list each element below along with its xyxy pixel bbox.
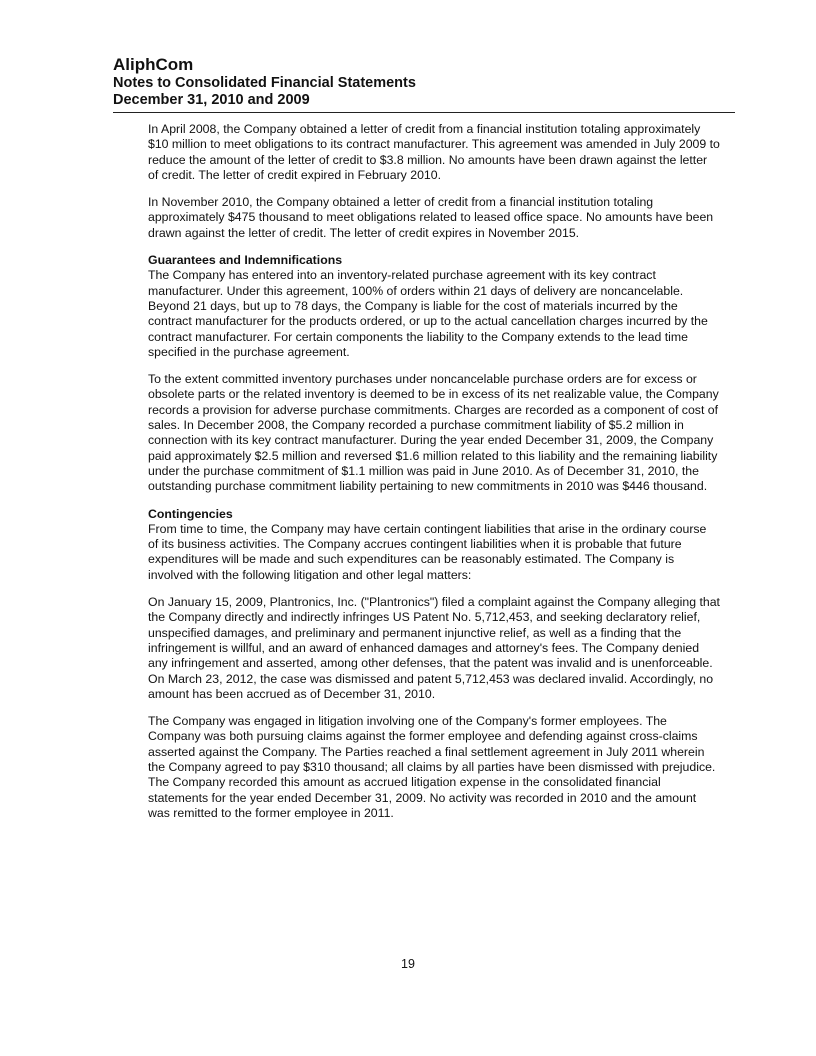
page-number: 19	[401, 957, 415, 971]
paragraph-contingent-liabilities: From time to time, the Company may have certain contingent liabilities that arise in the ordinary course of its business activities. The Company accrues contingent liabilities when it is probable that future expenditures will be made and such expenditures can be reasonably estimated. The Company is involved with the following litigation and other legal matters:	[148, 521, 707, 582]
document-body	[148, 122, 720, 833]
paragraph-purchase-commitments: To the extent committed inventory purchases under noncancelable purchase orders are for excess or obsolete parts or the related inventory is deemed to be in excess of its net realizable value, the Company records a provision for adverse purchase commitments. Charges are recorded as a component of cost of sales. In December 2008, the Company recorded a purchase commitment liability of $5.2 million in connection with its key contract manufacturer. During the year ended December 31, 2009, the Company paid approximately $2.5 million and reversed $1.6 million related to this liability and the remaining liability under the purchase commitment of $1.1 million was paid in June 2010. As of December 31, 2010, the outstanding purchase commitment liability pertaining to new commitments in 2010 was $446 thousand.	[148, 372, 719, 494]
page-header	[113, 55, 733, 109]
statement-title: Notes to Consolidated Financial Statements	[113, 75, 416, 91]
company-name: AliphCom	[113, 55, 194, 74]
section-heading-guarantees: Guarantees and Indemnifications	[148, 253, 343, 268]
section-heading-contingencies: Contingencies	[148, 506, 233, 521]
paragraph-purchase-agreement: The Company has entered into an inventory-related purchase agreement with its key contract manufacturer. Under this agreement, 100% of orders within 21 days of delivery are noncancelable. Beyond 21 days, but up to 78 days, the Company is liable for the cost of materials incurred by the contract manufacturer for the products ordered, or up to the actual cancellation charges incurred by the contract manufacturer. For certain components the liability to the Company extends to the lead time specified in the purchase agreement.	[148, 268, 708, 359]
paragraph-plantronics-litigation: On January 15, 2009, Plantronics, Inc. ("Plantronics") filed a complaint against the Company alleging that the Company directly and indirectly infringes US Patent No. 5,712,453, and seeking declaratory relief, unspecified damages, and preliminary and permanent injunctive relief, as well as a finding that the infringement is willful, and an award of enhanced damages and attorney's fees. The Company denied any infringement and asserted, among other defenses, that the patent was invalid and is unenforceable. On March 23, 2012, the case was dismissed and patent 5,712,453 was declared invalid. Accordingly, no amount has been accrued as of December 31, 2010.	[148, 595, 720, 701]
statement-date: December 31, 2010 and 2009	[113, 92, 310, 108]
paragraph-letter-of-credit-2010: In November 2010, the Company obtained a letter of credit from a financial institution totaling approximately $475 thousand to meet obligations related to leased office space. No amounts have been drawn against the letter of credit. The letter of credit expires in November 2015.	[148, 195, 714, 240]
paragraph-letter-of-credit-2008: In April 2008, the Company obtained a letter of credit from a financial institution totaling approximately $10 million to meet obligations to its contract manufacturer. This agreement was amended in July 2009 to reduce the amount of the letter of credit to $3.8 million. No amounts have been drawn against the letter of credit. The letter of credit expired in February 2010.	[148, 122, 720, 182]
paragraph-former-employee-litigation: The Company was engaged in litigation involving one of the Company's former employees. The Company was both pursuing claims against the former employee and defending against cross-claims asserted against the Company. The Parties reached a final settlement agreement in July 2011 wherein the Company agreed to pay $310 thousand; all claims by all parties have been dismissed with prejudice. The Company recorded this amount as accrued litigation expense in the consolidated financial statements for the year ended December 31, 2009. No activity was recorded in 2010 and the amount was remitted to the former employee in 2011.	[148, 714, 716, 820]
header-divider	[113, 112, 735, 113]
